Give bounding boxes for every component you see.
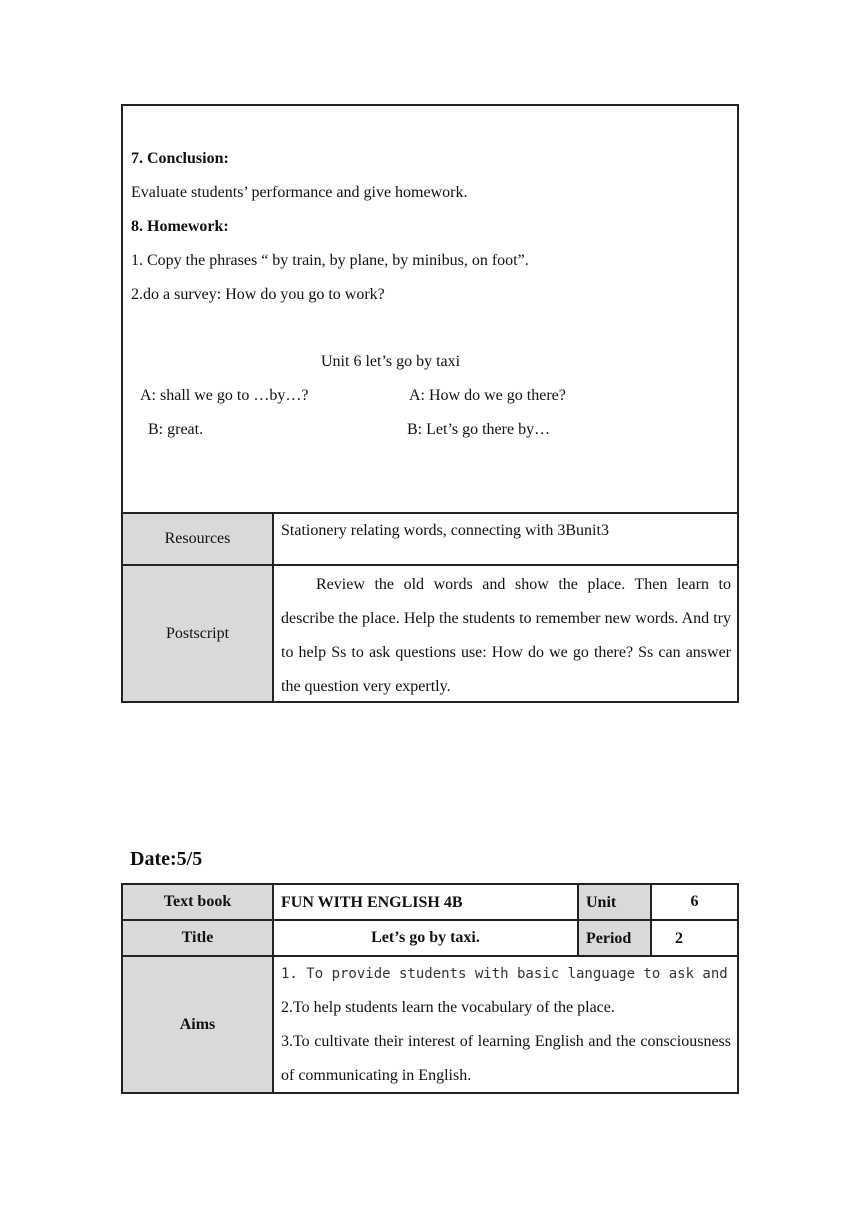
lesson-content-cell xyxy=(123,106,737,514)
lesson-table xyxy=(121,104,739,703)
period-label: Period xyxy=(586,930,632,947)
textbook-label-cell xyxy=(123,885,274,921)
unit-label: Unit xyxy=(586,894,617,911)
aim-item-1: 1. To provide students with basic language to ask and xyxy=(281,966,728,982)
period-label-cell xyxy=(579,921,652,957)
homework-item-2: 2.do a survey: How do you go to work? xyxy=(131,286,385,303)
textbook-label: Text book xyxy=(163,893,232,910)
info-table xyxy=(121,883,739,1094)
board-a-right: A: How do we go there? xyxy=(409,387,566,404)
date-label: Date:5/5 xyxy=(130,848,203,870)
aims-value-cell xyxy=(274,957,737,1092)
resources-label-cell xyxy=(123,514,274,566)
resources-label: Resources xyxy=(164,530,231,547)
title-label: Title xyxy=(181,929,214,946)
textbook-value-cell xyxy=(274,885,579,921)
postscript-label-cell xyxy=(123,566,274,701)
title-value: Let’s go by taxi. xyxy=(371,929,480,946)
title-value-cell xyxy=(274,921,579,957)
title-label-cell xyxy=(123,921,274,957)
postscript-value: Review the old words and show the place. Then learn to describe the place. Help the students to remember new words. And try to help Ss to ask questions use: How do we go there? Ss can answer the question very expertly. xyxy=(281,576,731,695)
resources-value: Stationery relating words, connecting with 3Bunit3 xyxy=(281,522,609,539)
homework-item-1: 1. Copy the phrases “ by train, by plane, by minibus, on foot”. xyxy=(131,252,529,269)
homework-heading: 8. Homework: xyxy=(131,218,229,235)
period-value: 2 xyxy=(675,930,683,947)
conclusion-heading: 7. Conclusion: xyxy=(131,150,229,167)
postscript-value-cell xyxy=(274,566,737,701)
conclusion-text: Evaluate students’ performance and give homework. xyxy=(131,184,468,201)
period-value-cell xyxy=(652,921,737,957)
board-b-right: B: Let’s go there by… xyxy=(407,421,551,438)
unit-value: 6 xyxy=(690,893,699,910)
aims-label-cell xyxy=(123,957,274,1092)
aim-item-3: 3.To cultivate their interest of learning English and the consciousness of communicating in English. xyxy=(281,1033,731,1084)
unit-value-cell xyxy=(652,885,737,921)
aims-label: Aims xyxy=(179,1015,216,1033)
resources-value-cell xyxy=(274,514,737,566)
postscript-label: Postscript xyxy=(165,624,230,642)
board-a-left: A: shall we go to …by…? xyxy=(140,387,309,404)
aim-item-2: 2.To help students learn the vocabulary of the place. xyxy=(281,999,615,1016)
unit-label-cell xyxy=(579,885,652,921)
textbook-value: FUN WITH ENGLISH 4B xyxy=(281,894,463,911)
board-b-left: B: great. xyxy=(148,421,204,438)
board-title: Unit 6 let’s go by taxi xyxy=(321,353,461,370)
